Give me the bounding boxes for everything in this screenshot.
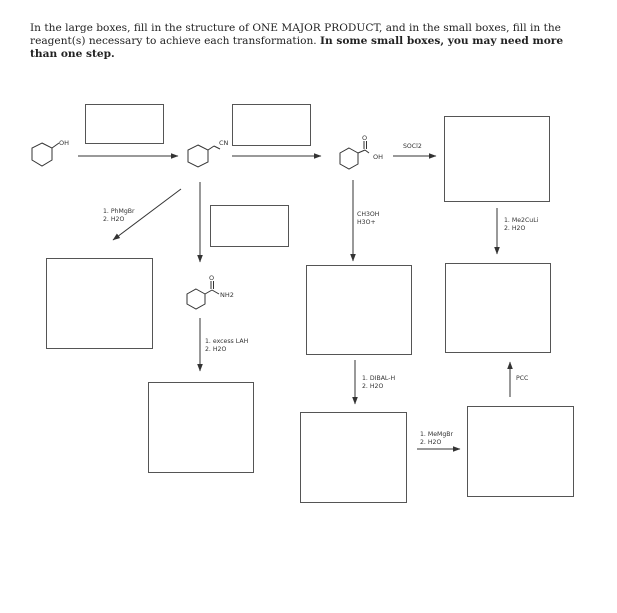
instructions-part1: In the large boxes, fill in the structure of ONE MAJOR PRODUCT, and in the small boxes, fill in the reagent(s) necessary to achieve each transformation.: [30, 22, 561, 47]
reagent-thionyl-chloride: SOCl2: [403, 143, 422, 150]
amide-carbonyl-o-label: O: [209, 274, 215, 282]
reagent-gilman-line2: 2. H2O: [504, 224, 526, 232]
cyclohexanol-oh-label: OH: [59, 139, 70, 147]
acid-carbonyl-o-label: O: [362, 134, 368, 142]
reagent-fischer-line1: CH3OH: [357, 211, 380, 218]
nitrile-cn-label: CN: [219, 139, 229, 147]
reagent-dibal-line1: 1. DIBAL-H: [362, 375, 396, 382]
amide-structure: [187, 281, 219, 309]
instructions-part2: In some small boxes, you may need more than one step.: [30, 35, 564, 60]
reagent-methyl-grignard-line1: 1. MeMgBr: [420, 431, 454, 438]
reagent-gilman-line1: 1. Me2CuLi: [504, 217, 539, 224]
reagent-lah: [205, 338, 248, 353]
carboxylic-acid-structure: [340, 141, 369, 169]
reagent-phenyl-grignard-line2: 2. H2O: [103, 215, 125, 223]
reagent-phenyl-grignard: [103, 208, 135, 223]
cyclohexanol-structure: [32, 143, 59, 166]
reagent-methyl-grignard: [420, 431, 453, 446]
reagent-methyl-grignard-line2: 2. H2O: [420, 438, 442, 446]
reagent-fischer-line2: H3O+: [357, 218, 376, 226]
reagent-phenyl-grignard-line1: 1. PhMgBr: [103, 208, 135, 215]
acid-oh-label: OH: [373, 153, 384, 161]
amide-nh2-label: NH2: [220, 291, 234, 299]
reagent-lah-line2: 2. H2O: [205, 345, 227, 353]
reagent-fischer-esterification: [357, 211, 379, 226]
reagent-lah-line1: 1. excess LAH: [205, 338, 249, 345]
reagent-dibal-line2: 2. H2O: [362, 382, 384, 390]
reagent-dibal: [362, 375, 395, 390]
reagent-pcc: PCC: [516, 375, 529, 382]
nitrile-structure: [188, 145, 220, 167]
reagent-gilman: [504, 217, 538, 232]
